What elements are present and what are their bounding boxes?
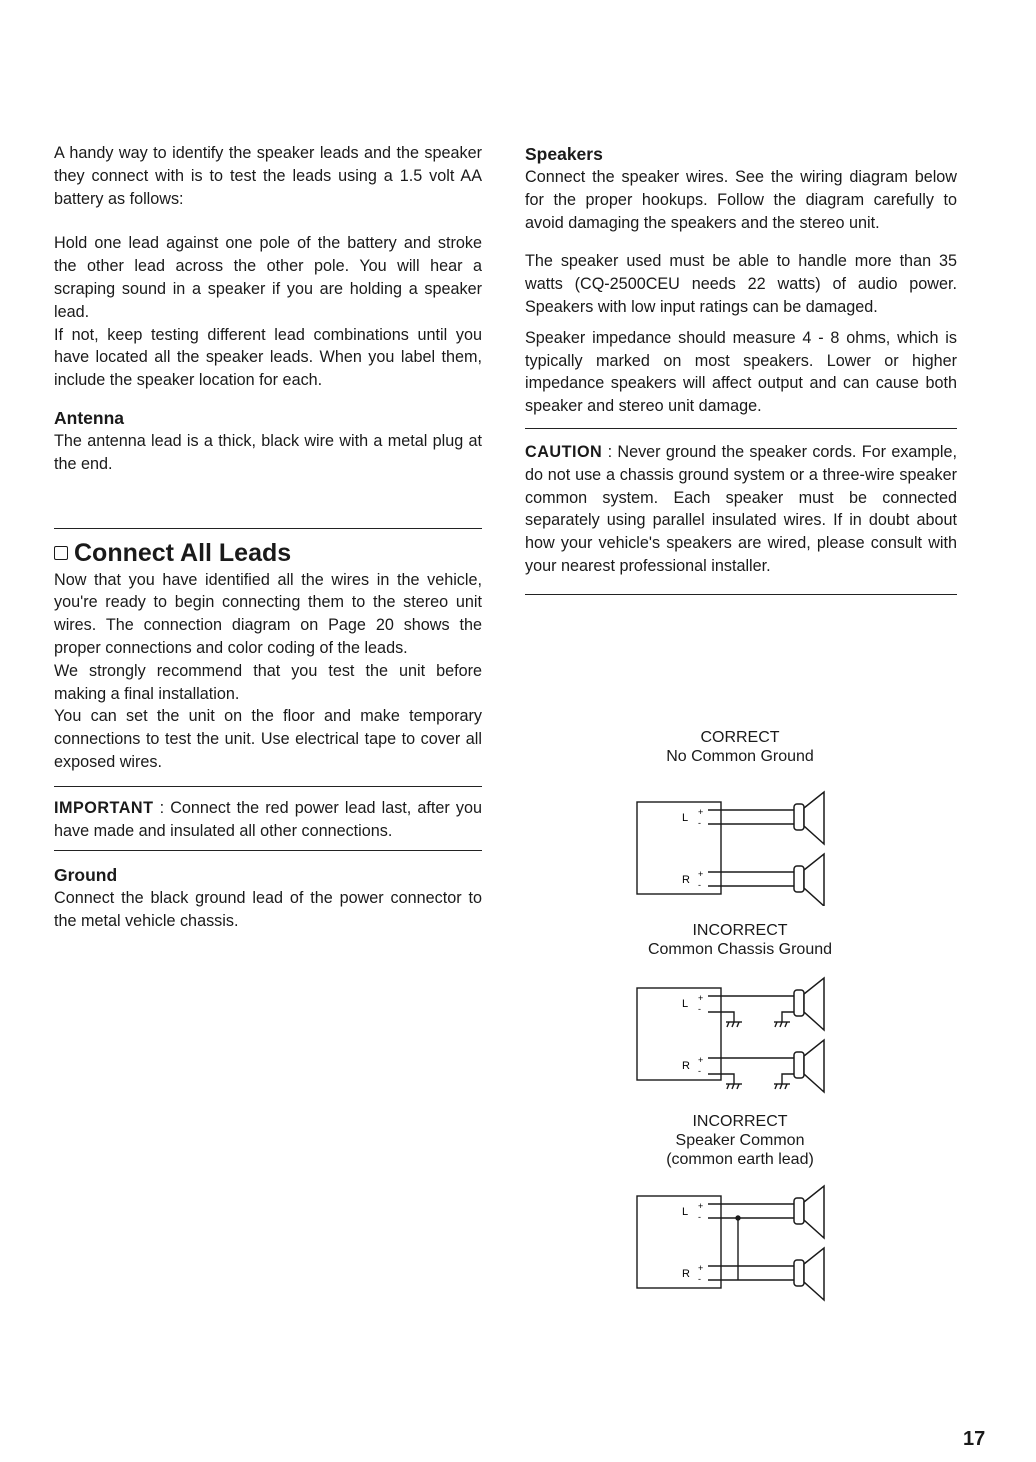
speakers-paragraph-3: Speaker impedance should measure 4 - 8 ohms, which is typically marked on most speakers. Lower or higher impedance speakers will affect output and can cause both speaker and stereo unit damage. xyxy=(525,328,957,416)
diagram-3-title: INCORRECT xyxy=(692,1113,788,1130)
speaker-icon xyxy=(794,978,824,1092)
plus-l-2: + xyxy=(698,993,704,1003)
wiring-diagram-chassis-ground xyxy=(636,976,836,1098)
right-column xyxy=(525,142,957,595)
connect-paragraph-1: Now that you have identified all the wires in the vehicle, you're ready to begin connecting them to the stereo unit wires. The connection diagram on Page 20 shows the proper connections and color coding of the leads. xyxy=(54,570,482,657)
diagram-3-note: (common earth lead) xyxy=(666,1151,814,1168)
label-r-1: R xyxy=(682,874,690,886)
minus-l-1: - xyxy=(698,818,701,828)
diagram-incorrect-chassis xyxy=(620,921,860,959)
label-l-2: L xyxy=(682,998,689,1010)
label-l-3: L xyxy=(682,1206,689,1218)
wiring-diagram-correct xyxy=(636,788,836,906)
caution-text: : Never ground the speaker cords. For example, do not use a chassis ground system or a three-wire speaker common system. Each speaker must be connected separately using parallel insulated wires. If in doubt about how your vehicle's speakers are wired, please consult with your nearest professional installer. xyxy=(525,442,958,575)
minus-r-3: - xyxy=(698,1274,701,1284)
diagram-correct xyxy=(620,728,860,766)
diagram-3-subtitle: Speaker Common xyxy=(675,1132,805,1149)
checkbox-square-icon xyxy=(54,546,68,560)
connect-paragraph-3: You can set the unit on the floor and make temporary connections to test the unit. Use electrical tape to cover all exposed wires. xyxy=(54,707,482,771)
speakers-paragraph-1: Connect the speaker wires. See the wiring diagram below for the proper hookups. Follow the diagram carefully to avoid damaging the speakers and the stereo unit. xyxy=(525,168,957,232)
plus-r-3: + xyxy=(698,1263,704,1273)
plus-r-1: + xyxy=(698,869,704,879)
page-number: 17 xyxy=(963,1428,986,1450)
caution-bottom-rule xyxy=(525,594,957,595)
connect-leads-heading: Connect All Leads xyxy=(54,537,482,569)
connect-paragraph-2: We strongly recommend that you test the unit before making a final installation. xyxy=(54,661,482,703)
speakers-paragraph-2: The speaker used must be able to handle more than 35 watts (CQ-2500CEU needs 22 watts) of audio power. Speakers with low input ratings can be damaged. xyxy=(525,252,957,316)
speakers-heading: Speakers xyxy=(525,144,603,164)
minus-r-1: - xyxy=(698,880,701,890)
minus-l-2: - xyxy=(698,1004,701,1014)
plus-l-3: + xyxy=(698,1201,704,1211)
antenna-paragraph: The antenna lead is a thick, black wire with a metal plug at the end. xyxy=(54,431,482,473)
label-l-1: L xyxy=(682,812,689,824)
important-note xyxy=(54,797,482,843)
battery-test-paragraph: Hold one lead against one pole of the battery and stroke the other lead across the other pole. You will hear a scraping sound in a speaker if you are holding a speaker lead. xyxy=(54,234,482,321)
speaker-icon xyxy=(794,1186,824,1300)
minus-l-3: - xyxy=(698,1212,701,1222)
ground-symbol-icon xyxy=(726,1022,790,1089)
diagram-2-subtitle: Common Chassis Ground xyxy=(647,941,833,958)
plus-l-1: + xyxy=(698,807,704,817)
diagram-1-title: CORRECT xyxy=(700,729,780,746)
minus-r-2: - xyxy=(698,1066,701,1076)
speaker-icon xyxy=(794,792,824,906)
caution-label: CAUTION xyxy=(525,442,603,461)
diagram-2-title: INCORRECT xyxy=(692,922,788,939)
ground-paragraph: Connect the black ground lead of the power connector to the metal vehicle chassis. xyxy=(54,889,482,931)
diagram-1-subtitle: No Common Ground xyxy=(666,748,814,765)
label-r-3: R xyxy=(682,1268,690,1280)
caution-note xyxy=(525,441,957,578)
intro-paragraph: A handy way to identify the speaker leads and the speaker they connect with is to test the leads using a 1.5 volt AA battery as follows: xyxy=(54,144,482,208)
left-column xyxy=(54,142,482,933)
stereo-unit-box-2 xyxy=(637,988,721,1080)
stereo-unit-box-1 xyxy=(637,802,721,894)
wiring-diagram-speaker-common xyxy=(636,1182,836,1302)
label-r-2: R xyxy=(682,1060,690,1072)
ground-heading: Ground xyxy=(54,865,118,886)
important-label: IMPORTANT xyxy=(54,798,154,817)
keep-testing-paragraph: If not, keep testing different lead combinations until you have located all the speaker leads. When you label them, include the speaker location for each. xyxy=(54,325,482,390)
plus-r-2: + xyxy=(698,1055,704,1065)
important-text: : Connect the red power lead last, after you have made and insulated all other connections. xyxy=(54,798,482,840)
stereo-unit-box-3 xyxy=(637,1196,721,1288)
diagram-incorrect-common xyxy=(620,1112,860,1169)
antenna-heading: Antenna xyxy=(54,407,124,428)
